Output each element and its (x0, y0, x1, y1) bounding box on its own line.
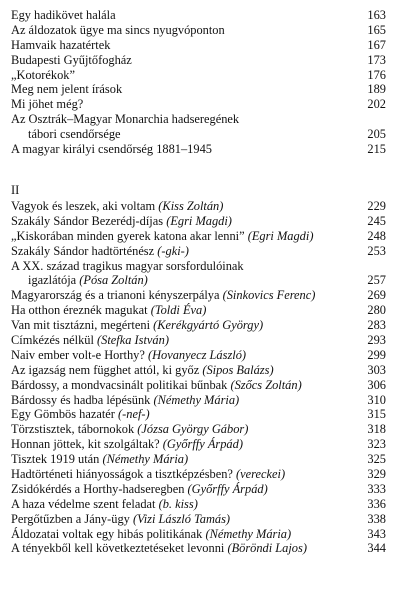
toc-entry-title: Bárdossy, a mondvacsinált politikai bűnbak (11, 377, 228, 392)
toc-entry-author: (vereckei) (236, 467, 286, 482)
toc-entry-text (11, 68, 356, 83)
toc-entry-page: 165 (367, 22, 386, 37)
toc-entry-author: (Vizi László Tamás) (132, 511, 231, 526)
toc-entry (0, 333, 406, 348)
toc-entry-text (11, 512, 356, 527)
toc-entry-text (11, 363, 356, 378)
toc-entry (0, 127, 406, 142)
toc-entry-text (11, 53, 356, 68)
toc-entry-author: (Egri Magdi) (166, 213, 232, 228)
toc-entry (0, 199, 406, 214)
toc-entry-title: A XX. század tragikus magyar sorsfordulóinak (11, 258, 244, 273)
toc-entry-title: Szakály Sándor Bezerédj-díjas (11, 213, 164, 228)
toc-entry (0, 393, 406, 408)
toc-entry-text (11, 82, 356, 97)
toc-entry-title: A haza védelme szent feladat (11, 496, 156, 511)
toc-entry (0, 348, 406, 363)
toc-entry (0, 512, 406, 527)
toc-entry (0, 482, 406, 497)
toc-entry (0, 8, 406, 23)
toc-entry (0, 288, 406, 303)
toc-entry-text (11, 437, 356, 452)
toc-entry-author: (Győrffy Árpád) (162, 437, 243, 452)
toc-entry-author: (Toldi Éva) (150, 303, 207, 318)
toc-entry-page: 310 (367, 392, 386, 407)
toc-entry-text (28, 127, 356, 142)
toc-entry (0, 214, 406, 229)
toc-entry-title: Vagyok és leszek, aki voltam (11, 199, 156, 213)
toc-entry-text (11, 303, 356, 318)
section-numeral: II (11, 183, 20, 197)
toc-entry (0, 437, 406, 452)
toc-entry-page: 283 (367, 318, 386, 333)
toc-entry-text (11, 97, 356, 112)
toc-entry-title: „Kiskorában minden gyerek katona akar lenni” (11, 228, 245, 243)
toc-entry-page: 306 (367, 377, 386, 392)
toc-entry-page: 338 (367, 511, 386, 526)
toc-entry-author: (Stefka István) (97, 333, 169, 348)
toc-entry-title: tábori csendőrsége (28, 127, 121, 142)
toc-entry-text (11, 112, 356, 127)
toc-entry-title: igazlátója (28, 273, 77, 288)
toc-entry (0, 273, 406, 288)
toc-entry (0, 422, 406, 437)
toc-entry-author: (Némethy Mária) (102, 452, 189, 467)
toc-entry-text (11, 142, 356, 157)
toc-entry (0, 112, 406, 127)
toc-entry (0, 467, 406, 482)
toc-entry-text (11, 497, 356, 512)
toc-entry (0, 38, 406, 53)
toc-entry-text (11, 482, 356, 497)
toc-entry-page: 202 (367, 97, 386, 112)
toc-entry-title: Szakály Sándor hadtörténész (11, 243, 155, 258)
toc-entry-page: 215 (367, 142, 386, 157)
toc-entry-author: (b. kiss) (158, 496, 198, 511)
toc-entry-author: (Egri Magdi) (247, 228, 314, 243)
toc-entry-page: 205 (367, 127, 386, 142)
toc-entry-title: Magyarország és a trianoni kényszerpálya (11, 288, 220, 303)
toc-entry-text (28, 273, 356, 288)
toc-entry-text (11, 214, 356, 229)
toc-entry-author: (Józsa György Gábor) (137, 422, 249, 437)
toc-entry-text (11, 288, 356, 303)
toc-entry-page: 253 (367, 243, 386, 258)
toc-entry-title: Az áldozatok ügye ma sincs nyugvóponton (11, 22, 225, 37)
toc-entry (0, 407, 406, 422)
toc-entry-author: (-nef-) (118, 407, 150, 422)
toc-entry-text (11, 38, 356, 53)
toc-entry-title: Zsidókérdés a Horthy-hadseregben (11, 481, 185, 496)
toc-entry-page: 229 (367, 199, 386, 213)
toc-entry-page: 248 (367, 228, 386, 243)
toc-entry-title: Bárdossy és hadba lépésünk (11, 392, 151, 407)
toc-entry-author: (Kiss Zoltán) (158, 199, 224, 213)
toc-entry-page: 173 (367, 52, 386, 67)
toc-entry-page: 269 (367, 288, 386, 303)
toc-entry-title: Áldozatai voltak egy hibás politikának (11, 526, 203, 541)
toc-entry (0, 97, 406, 112)
toc-entry (0, 318, 406, 333)
toc-entry-text (11, 259, 356, 274)
toc-entry-text (11, 422, 356, 437)
toc-entry-page: 167 (367, 37, 386, 52)
toc-entry-title: Honnan jöttek, kit szolgáltak? (11, 437, 160, 452)
toc-entry-title: A magyar királyi csendőrség 1881–1945 (11, 142, 212, 157)
toc-entry-title: Mi jöhet még? (11, 97, 84, 112)
toc-entry-page: 333 (367, 481, 386, 496)
toc-entry-title: Ha otthon éreznék magukat (11, 303, 148, 318)
toc-entry-text (11, 8, 356, 23)
toc-entry-title: Egy hadikövet halála (11, 8, 116, 22)
toc-entry-title: Címkézés nélkül (11, 333, 94, 348)
toc-entry-text (11, 199, 356, 214)
toc-entry (0, 378, 406, 393)
toc-entry-page: 293 (367, 333, 386, 348)
toc-entry-page: 343 (367, 526, 386, 541)
toc-entry-text (11, 527, 356, 542)
toc-entry (0, 363, 406, 378)
toc-entry-page: 323 (367, 437, 386, 452)
toc-entry-title: A tényekből kell következtetéseket levonni (11, 541, 225, 556)
toc-entry (0, 452, 406, 467)
toc-entry (0, 142, 406, 157)
toc-entries-2 (0, 199, 406, 556)
toc-entry (0, 68, 406, 83)
toc-entry-author: (Némethy Mária) (205, 526, 292, 541)
toc-entry (0, 53, 406, 68)
toc-entry-author: (Győrffy Árpád) (187, 481, 268, 496)
toc-entry-title: Van mit tisztázni, megérteni (11, 318, 151, 333)
toc-entry-text (11, 23, 356, 38)
toc-entry-text (11, 318, 356, 333)
toc-entry-title: Tisztek 1919 után (11, 452, 100, 467)
toc-entry-title: Pergőtűzben a Jány-ügy (11, 511, 130, 526)
toc-entry-page: 315 (367, 407, 386, 422)
toc-entry-author: (Szőcs Zoltán) (230, 377, 302, 392)
toc-entry (0, 23, 406, 38)
toc-entry-text (11, 393, 356, 408)
toc-entry-page: 163 (367, 8, 386, 22)
toc-entry-author: (Sipos Balázs) (202, 362, 274, 377)
toc-entry-page: 336 (367, 496, 386, 511)
toc-entry-page: 318 (367, 422, 386, 437)
toc-entry-author: (Sinkovics Ferenc) (222, 288, 316, 303)
toc-entry (0, 541, 406, 556)
toc-entry-text (11, 333, 356, 348)
toc-entry-page: 329 (367, 467, 386, 482)
toc-entry-text (11, 407, 356, 422)
toc-entry-page: 280 (367, 303, 386, 318)
toc-entry-page: 299 (367, 347, 386, 362)
toc-entry-text (11, 378, 356, 393)
toc-entry-title: Budapesti Gyűjtőfogház (11, 52, 132, 67)
toc-entry (0, 82, 406, 97)
toc-entry-title: Hadtörténeti hiányosságok a tisztképzésben? (11, 467, 233, 482)
toc-entry-author: (Hovanyecz László) (147, 347, 247, 362)
toc-entry-title: Hamvaik hazatértek (11, 37, 111, 52)
toc-entry-page: 257 (367, 273, 386, 288)
toc-entry-title: „Kotorékok” (11, 67, 75, 82)
toc-entry-text (11, 452, 356, 467)
toc-entry-title: Meg nem jelent írások (11, 82, 123, 97)
toc-entry-text (11, 541, 356, 556)
toc-entry-text (11, 244, 356, 259)
toc-entry-page: 245 (367, 213, 386, 228)
toc-entry-title: Az Osztrák–Magyar Monarchia hadseregének (11, 112, 240, 127)
toc-entry-title: Egy Gömbös hazatér (11, 407, 115, 422)
toc-entry-title: Az igazság nem függhet attól, ki győz (11, 362, 200, 377)
toc-entry-author: (Böröndi Lajos) (227, 541, 307, 556)
toc-entry-author: (Kerékgyártó György) (153, 318, 264, 333)
toc-entry-author: (Némethy Mária) (153, 392, 240, 407)
toc-entries-1 (0, 8, 406, 157)
toc-entry-page: 325 (367, 452, 386, 467)
toc-entry-title: Törzstisztek, tábornokok (11, 422, 135, 437)
toc-entry-page: 176 (367, 67, 386, 82)
toc-entry (0, 229, 406, 244)
toc-entry-text (11, 467, 356, 482)
toc-entry (0, 303, 406, 318)
toc-entry-title: Naiv ember volt-e Horthy? (11, 347, 145, 362)
toc-entry-author: (Pósa Zoltán) (79, 273, 148, 288)
toc-entry (0, 259, 406, 274)
toc-entry (0, 497, 406, 512)
toc-entry (0, 244, 406, 259)
toc-entry-page: 344 (367, 541, 386, 556)
toc-entry-text (11, 348, 356, 363)
toc-entry-author: (-gki-) (157, 243, 189, 258)
toc-entry-page: 189 (367, 82, 386, 97)
toc-entry-page: 303 (367, 362, 386, 377)
toc-entry-text (11, 229, 356, 244)
toc-entry (0, 527, 406, 542)
